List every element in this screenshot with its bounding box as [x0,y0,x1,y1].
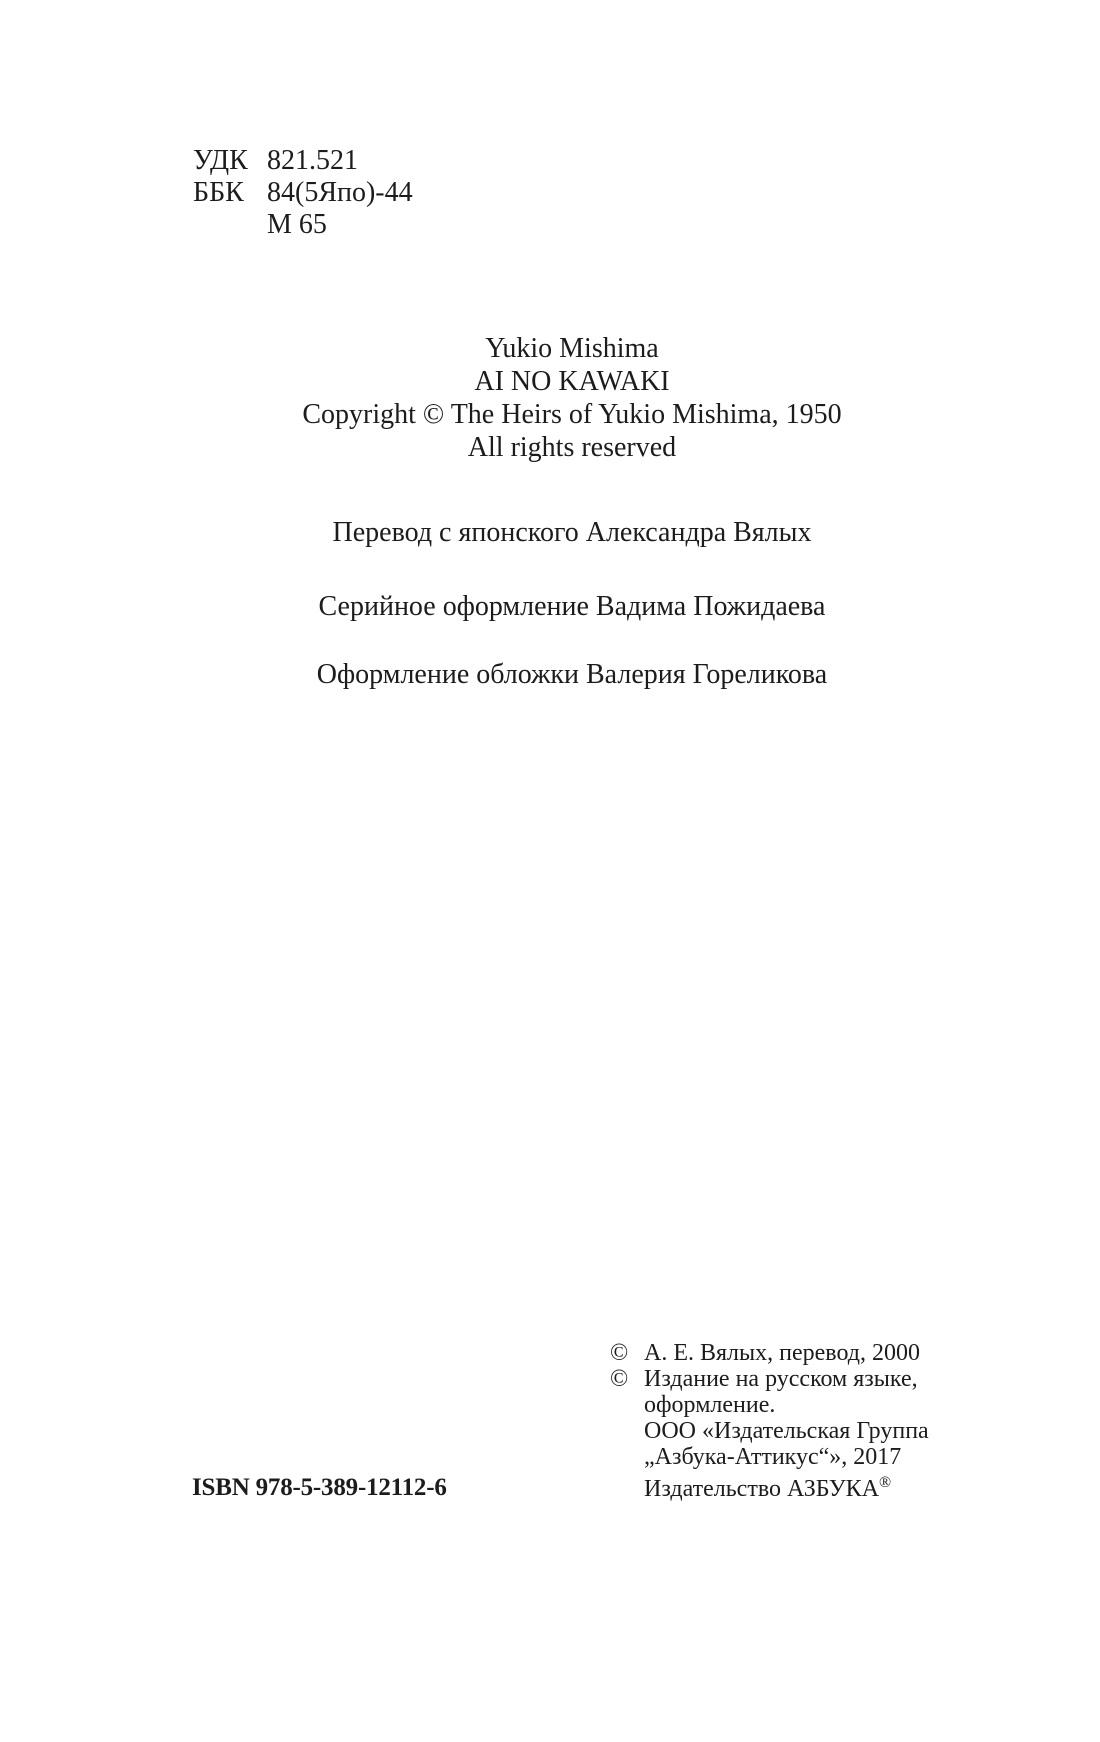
rights-line [610,1444,929,1470]
rights-reserved: All rights reserved [467,432,677,463]
udc-row [193,145,413,177]
registered-trademark-icon: ® [879,1474,892,1491]
isbn: ISBN 978-5-389-12112-6 [192,1474,447,1501]
rights-line-text: А. Е. Вялых, перевод, 2000 [644,1340,920,1366]
rights-line [610,1340,929,1366]
classification-codes [193,145,413,241]
rights-line [610,1392,929,1418]
original-author: Yukio Mishima [485,333,659,364]
author-mark-row [193,209,413,241]
rights-line-text [644,1470,891,1502]
rights-indent [610,1470,644,1502]
rights-indent [610,1392,644,1418]
author-mark-value: М 65 [267,209,327,240]
series-design-credit: Серийное оформление Вадима Пожидаева [318,591,826,622]
copyright-icon: © [610,1340,629,1366]
rights-line [610,1470,929,1502]
bbk-value: 84(5Япо)-44 [267,177,413,208]
cover-design-credit: Оформление обложки Валерия Гореликова [316,659,828,690]
udc-value: 821.521 [267,145,358,176]
rights-line-text: оформление. [644,1392,776,1418]
author-mark-label [193,209,267,241]
rights-indent [610,1444,644,1470]
original-edition-info [0,332,1100,464]
translator-credit: Перевод с японского Александра Вялых [332,517,812,548]
rights-indent [610,1418,644,1444]
rights-line-text: ООО «Издательская Группа [644,1418,929,1444]
rights-line-text: Издание на русском языке, [644,1366,918,1392]
rights-line-text: „Азбука-Аттикус“», 2017 [644,1444,902,1470]
original-copyright: Copyright © The Heirs of Yukio Mishima, 1950 [302,399,842,430]
rights-line [610,1418,929,1444]
bbk-row [193,177,413,209]
udc-label: УДК [193,145,248,176]
publisher-name: Издательство АЗБУКА [644,1476,880,1502]
original-title: AI NO KAWAKI [474,366,670,397]
rights-block [610,1340,929,1502]
bbk-label: ББК [193,177,244,208]
copyright-icon: © [610,1366,629,1392]
rights-line [610,1366,929,1392]
